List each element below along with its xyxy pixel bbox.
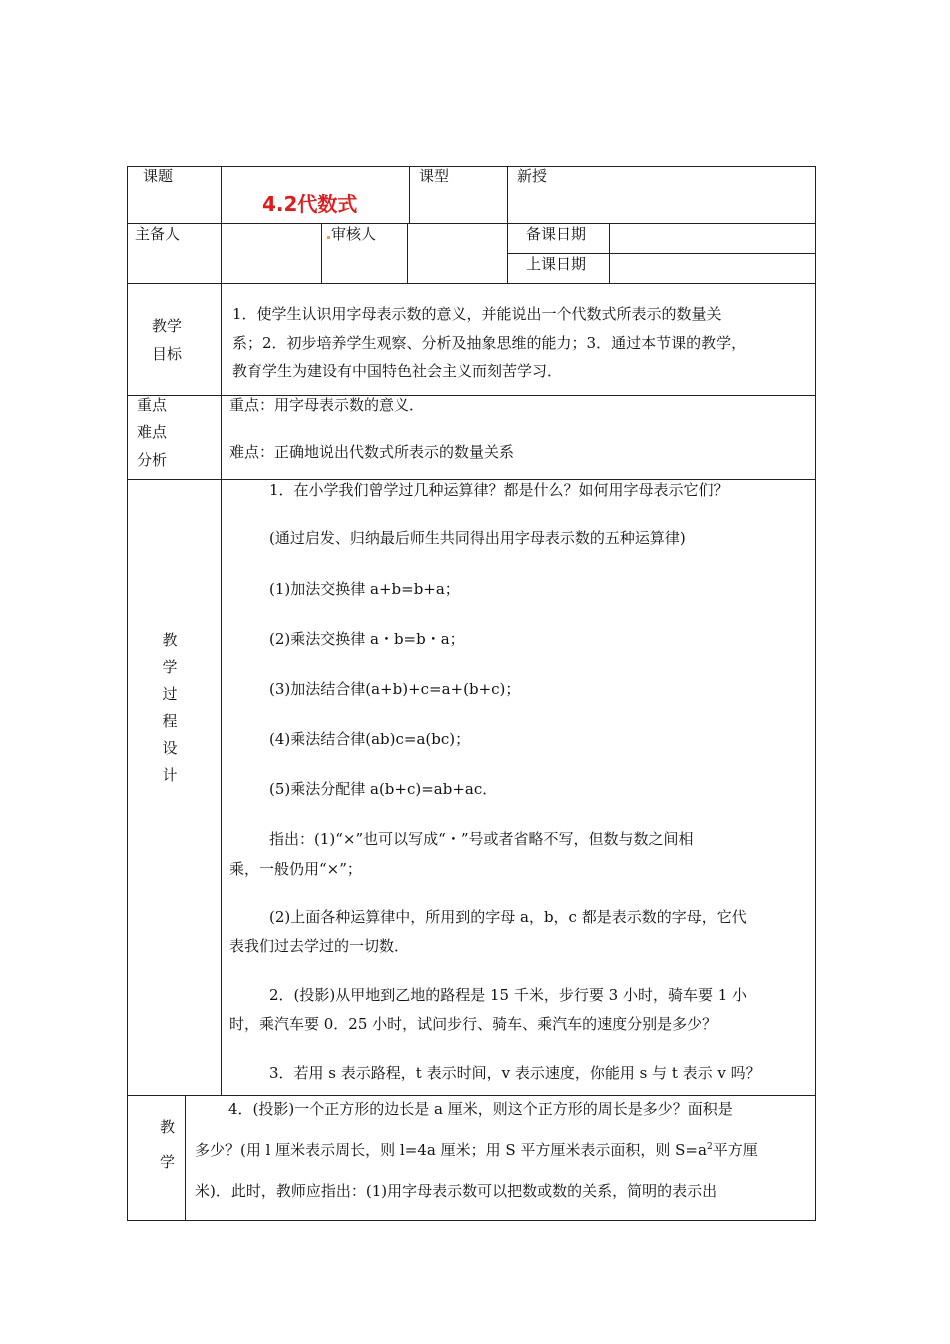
process-label — [160, 627, 180, 789]
objectives-label-1: 教学 — [152, 317, 183, 335]
topic-label: 课题 — [143, 167, 174, 185]
objectives-line: 系；2．初步培养学生观察、分析及抽象思维的能力；3．通过本节课的教学， — [232, 334, 747, 352]
process-line: 1．在小学我们曾学过几种运算律？都是什么？如何用字母表示它们？ — [269, 481, 729, 499]
process-label-char: 教 — [162, 631, 178, 649]
table-border-right — [815, 166, 816, 1221]
objectives-line: 教育学生为建设有中国特色社会主义而刻苦学习． — [232, 362, 563, 380]
table-rule — [221, 166, 222, 1096]
process-label-char: 学 — [162, 658, 178, 676]
table-rule — [127, 223, 816, 224]
process-line: 乘，一般仍用“×”； — [229, 860, 362, 878]
difficult-point-text: 难点：正确地说出代数式所表示的数量关系 — [229, 443, 515, 461]
process-label-char: 计 — [162, 766, 178, 784]
process-label-char: 程 — [162, 712, 178, 730]
process-line: 2．(投影)从甲地到乙地的路程是 15 千米，步行要 3 小时，骑车要 1 小 — [269, 986, 748, 1004]
process-line: (5)乘法分配律 a(b+c)=ab+ac． — [269, 780, 498, 798]
reviewer-label: 审核人 — [331, 225, 377, 243]
type-label: 课型 — [419, 167, 450, 185]
process-line: (1)加法交换律 a+b=b+a； — [269, 580, 460, 598]
process-line: 时，乘汽车要 0．25 小时，试问步行、骑车、乘汽车的速度分别是多少？ — [229, 1015, 718, 1033]
process-line: (2)乘法交换律 a・b=b・a； — [269, 630, 465, 648]
teaching-label-char: 学 — [160, 1153, 176, 1171]
edit-mark — [327, 236, 330, 239]
process-line: (3)加法结合律(a+b)+c=a+(b+c)； — [269, 680, 521, 698]
table-rule — [609, 223, 610, 283]
teaching-label-char: 教 — [160, 1118, 176, 1136]
lesson-title: 4.2代数式 — [262, 192, 358, 216]
table-rule — [407, 223, 408, 283]
teaching-line: 多少？(用 l 厘米表示周长，则 l=4a 厘米；用 S 平方厘米表示面积，则 $S=a^2$平方厘 — [195, 1141, 758, 1159]
prep-date-label: 备课日期 — [526, 225, 587, 243]
keypoints-label-2: 难点 — [137, 423, 168, 441]
table-border-top — [127, 166, 816, 167]
preparer-label: 主备人 — [135, 225, 181, 243]
key-point-text: 重点：用字母表示数的意义． — [229, 396, 425, 414]
keypoints-label-3: 分析 — [137, 451, 168, 469]
process-line: (4)乘法结合律(ab)c=a(bc)； — [269, 730, 471, 748]
teaching-line: 米)．此时，教师应指出：(1)用字母表示数可以把数或数的关系，简明的表示出 — [195, 1182, 718, 1200]
process-line: 指出：(1)“×”也可以写成“・”号或者省略不写，但数与数之间相 — [269, 830, 694, 848]
table-border-left — [127, 166, 128, 1221]
process-line: (通过启发、归纳最后师生共同得出用字母表示数的五种运算律) — [269, 529, 686, 547]
process-line: (2)上面各种运算律中，所用到的字母 a，b，c 都是表示数的字母，它代 — [269, 908, 747, 926]
process-label-char: 过 — [162, 685, 178, 703]
table-rule — [127, 1095, 816, 1096]
table-rule — [409, 166, 410, 223]
process-label-char: 设 — [162, 739, 178, 757]
table-rule — [127, 1220, 816, 1221]
table-rule — [127, 283, 816, 284]
table-rule — [185, 1095, 186, 1221]
table-rule — [507, 166, 508, 283]
objectives-line: 1．使学生认识用字母表示数的意义，并能说出一个代数式所表示的数量关 — [232, 305, 722, 323]
class-date-label: 上课日期 — [526, 255, 587, 273]
table-rule — [321, 223, 322, 283]
teaching-line: 4．(投影)一个正方形的边长是 a 厘米，则这个正方形的周长是多少？面积是 — [228, 1100, 733, 1118]
process-line: 表我们过去学过的一切数． — [229, 937, 410, 955]
keypoints-label-1: 重点 — [137, 396, 168, 414]
type-value: 新授 — [517, 167, 548, 185]
process-line: 3．若用 s 表示路程，t 表示时间，v 表示速度，你能用 s 与 t 表示 v 吗？ — [269, 1064, 761, 1082]
objectives-label-2: 目标 — [152, 345, 183, 363]
